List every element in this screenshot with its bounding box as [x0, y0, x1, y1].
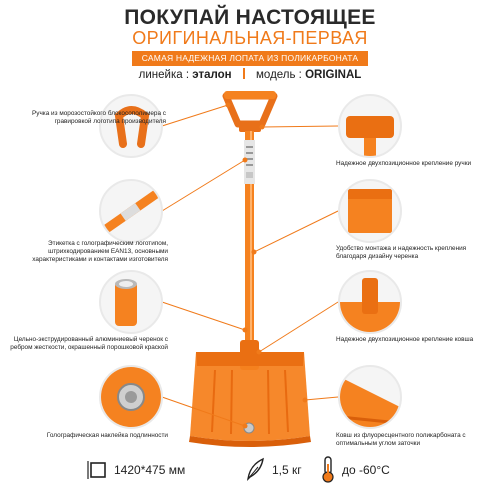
caption-sticker: Голографическая наклейка подлинности — [46, 432, 168, 439]
grip-mount-detail-icon — [340, 96, 400, 156]
caption-scoop-mount: Надежное двухпозиционное крепление ковша — [336, 336, 474, 343]
shaft-mount-detail-icon — [340, 181, 400, 241]
spec-weight — [244, 455, 324, 485]
page-subtitle: ОРИГИНАЛЬНАЯ-ПЕРВАЯ — [132, 28, 368, 48]
detail-grip-mount-circle — [338, 94, 402, 158]
detail-scoop-circle — [338, 365, 402, 429]
caption-shaft-mount: Удобство монтажа и надежность крепления благодаря дизайну черенка — [336, 245, 467, 260]
caption-tube: Цельно-экструдированный алюминиевый черенок с ребром жесткости, окрашенный порошковой краской — [10, 336, 168, 351]
caption-grip-mount: Надежное двухпозиционное крепление ручки — [336, 160, 472, 167]
spec-temperature — [318, 455, 428, 485]
spec-size-value: 1420*475 мм — [114, 463, 186, 477]
caption-label: Этикетка с голографическим логотипом, штрихкодированием EAN13, основными характеристиками и контактами изготовителя — [32, 240, 168, 263]
dimensions-icon — [86, 458, 108, 480]
label-detail-icon — [101, 181, 161, 241]
detail-scoop-mount-circle — [338, 270, 402, 334]
spec-size — [86, 455, 216, 485]
thermometer-icon — [318, 455, 338, 483]
headline-banner: САМАЯ НАДЕЖНАЯ ЛОПАТА ИЗ ПОЛИКАРБОНАТА — [132, 51, 368, 66]
page-title: ПОКУПАЙ НАСТОЯЩЕЕ — [124, 6, 376, 29]
tube-detail-icon — [101, 272, 161, 332]
line-label: линейка : — [138, 69, 190, 81]
model-label: модель : — [256, 69, 302, 81]
model-value: ORIGINAL — [305, 69, 362, 81]
caption-scoop: Ковш из флуоресцентного поликарбоната с оптимальным углом заточки — [336, 432, 466, 447]
detail-shaft-mount-circle — [338, 179, 402, 243]
spec-weight-value: 1,5 кг — [272, 463, 302, 477]
scoop-mount-detail-icon — [340, 272, 400, 332]
shovel-grip — [226, 96, 274, 124]
line-value: эталон — [192, 69, 232, 81]
caption-handle: Ручка из морозостойкого блокосополимера с гравировкой логотипа производителя — [31, 110, 166, 125]
detail-tube-circle — [99, 270, 163, 334]
detail-label-circle — [99, 179, 163, 243]
spec-temperature-value: до -60°C — [342, 463, 390, 477]
grip-crossbar — [224, 91, 276, 99]
scoop-detail-icon — [340, 367, 400, 427]
detail-handle-circle — [99, 94, 163, 158]
sticker-detail-icon — [101, 367, 161, 427]
grip-socket — [239, 122, 261, 132]
feather-icon — [244, 457, 266, 481]
detail-sticker-circle — [99, 365, 163, 429]
handle-detail-icon — [101, 96, 161, 156]
